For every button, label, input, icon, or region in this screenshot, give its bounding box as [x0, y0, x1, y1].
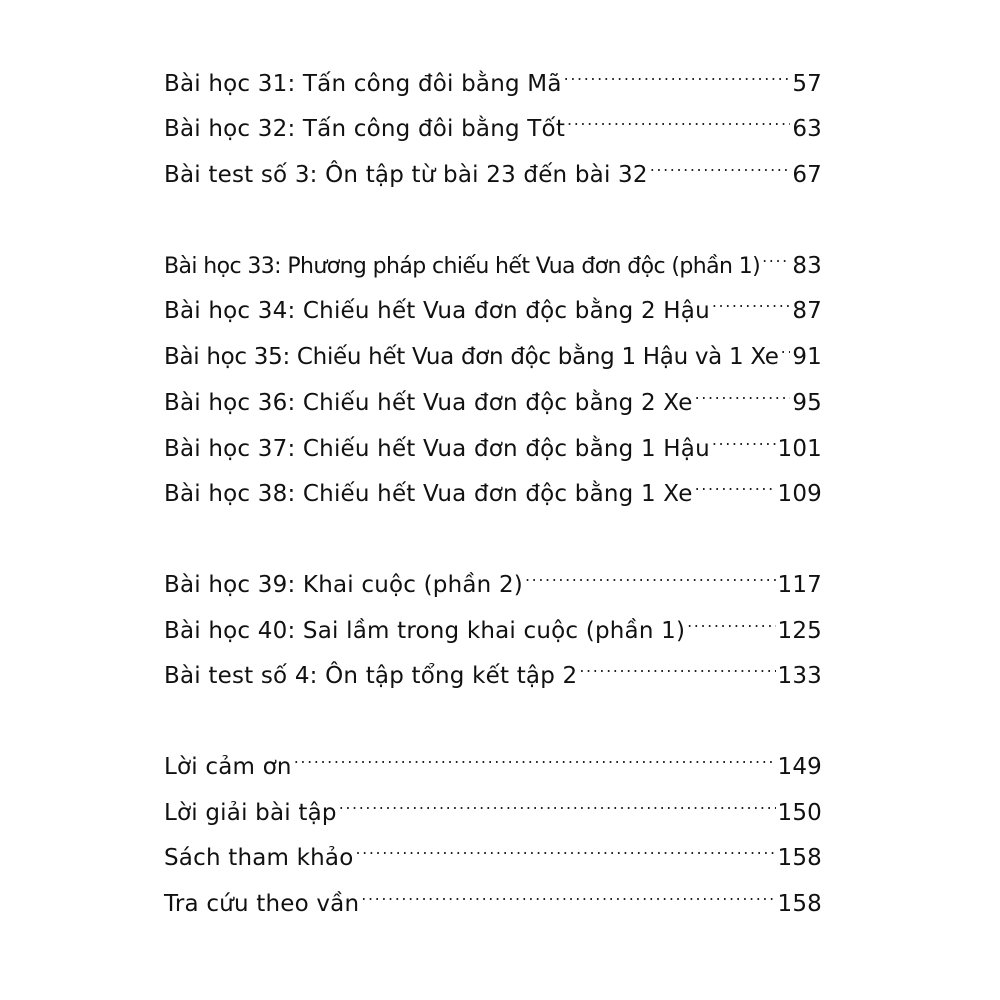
toc-entry-title: Lời cảm ơn [164, 753, 292, 780]
toc-entry-page: 67 [792, 162, 822, 189]
toc-entry-title: Bài học 34: Chiếu hết Vua đơn độc bằng 2 Hậu [164, 298, 710, 325]
toc-entry-page: 133 [777, 663, 822, 690]
dot-leader [650, 136, 791, 182]
toc-entry[interactable] [164, 227, 822, 279]
toc-entry-title: Bài học 38: Chiếu hết Vua đơn độc bằng 1 Xe [164, 481, 693, 508]
toc-entry[interactable] [164, 45, 822, 97]
toc-entry-page: 101 [777, 435, 822, 462]
dot-leader [339, 774, 776, 820]
toc-entry-title: Tra cứu theo vần [164, 891, 360, 917]
toc-group-checkmate-lessons [164, 227, 822, 508]
toc-entry-page: 63 [792, 116, 822, 143]
dot-leader [695, 364, 791, 410]
toc-entry-title: Sách tham khảo [164, 845, 354, 872]
toc-entry-title: Bài học 35: Chiếu hết Vua đơn độc bằng 1 Hậu và 1 Xe [164, 344, 779, 371]
dot-leader [356, 820, 776, 866]
toc-entry-page: 149 [777, 753, 822, 780]
dot-leader [567, 91, 790, 137]
dot-leader [712, 410, 776, 456]
toc-group-opening-lessons [164, 546, 822, 690]
dot-leader [781, 318, 791, 364]
toc-entry-page: 117 [777, 571, 822, 598]
dot-leader [695, 456, 776, 502]
toc-entry-title: Bài test số 4: Ôn tập tổng kết tập 2 [164, 663, 578, 690]
toc-entry-page: 158 [777, 891, 822, 917]
toc-entry-page: 83 [792, 252, 822, 279]
toc-entry-title: Lời giải bài tập [164, 799, 337, 826]
toc-entry-title: Bài học 40: Sai lầm trong khai cuộc (phần 1) [164, 617, 686, 644]
dot-leader [579, 638, 775, 684]
toc-group-back-matter [164, 728, 822, 917]
toc-entry-title: Bài học 33: Phương pháp chiếu hết Vua đơn độc (phần 1) [164, 253, 761, 279]
toc-entry-page: 109 [777, 481, 822, 508]
toc-entry[interactable] [164, 728, 822, 780]
toc-entry-title: Bài học 39: Khai cuộc (phần 2) [164, 571, 523, 598]
toc-group-lessons-31-32 [164, 45, 822, 189]
table-of-contents [164, 45, 822, 917]
toc-entry-page: 95 [792, 389, 822, 416]
dot-leader [712, 273, 790, 319]
toc-entry-page: 57 [792, 70, 822, 97]
toc-entry[interactable] [164, 546, 822, 598]
toc-entry-page: 87 [792, 298, 822, 325]
toc-entry-title: Bài học 32: Tấn công đôi bằng Tốt [164, 116, 566, 143]
toc-entry-title: Bài học 37: Chiếu hết Vua đơn độc bằng 1 Hậu [164, 435, 710, 462]
toc-entry-page: 158 [777, 845, 822, 872]
dot-leader [687, 592, 775, 638]
toc-entry-page: 91 [792, 344, 822, 371]
toc-entry-page: 125 [777, 617, 822, 644]
toc-entry-page: 150 [777, 799, 822, 826]
toc-entry-title: Bài test số 3: Ôn tập từ bài 23 đến bài 32 [164, 162, 648, 189]
toc-entry-title: Bài học 36: Chiếu hết Vua đơn độc bằng 2 Xe [164, 389, 693, 416]
dot-leader [294, 728, 776, 774]
dot-leader [361, 865, 775, 911]
dot-leader [525, 546, 776, 592]
dot-leader [762, 227, 790, 273]
toc-entry-title: Bài học 31: Tấn công đôi bằng Mã [164, 70, 562, 97]
dot-leader [564, 45, 791, 91]
